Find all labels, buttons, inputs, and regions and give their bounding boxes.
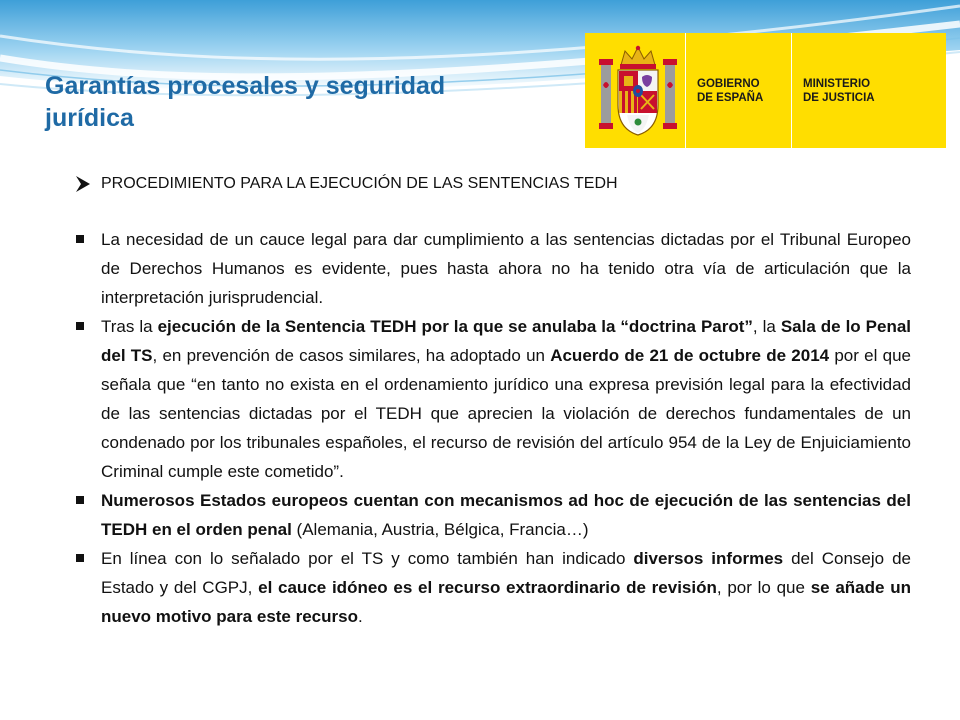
bold-text-run: Sala de lo Penal del TS [101, 317, 912, 365]
text-run: (Alemania, Austria, Bélgica, Francia…) [291, 520, 589, 539]
ministerio-line-2: DE JUSTICIA [803, 92, 875, 104]
text-run: , la [752, 317, 781, 336]
bold-text-run: el cauce idóneo es el recurso extraordinario de revisión [258, 578, 717, 597]
list-item [75, 225, 911, 312]
logo-divider [685, 33, 686, 148]
list-item [75, 486, 911, 544]
government-logo [585, 33, 946, 148]
page-title: Garantías procesales y seguridad jurídica [45, 72, 446, 132]
text-run: Tras la [101, 317, 158, 336]
coat-of-arms-spain-icon [599, 45, 677, 137]
ministerio-line-1: MINISTERIO [803, 78, 871, 90]
section-heading-text: PROCEDIMIENTO PARA LA EJECUCIÓN DE LAS SENTENCIAS TEDH [101, 175, 618, 192]
text-run: . [357, 607, 363, 626]
ministerio-de-justicia-label [803, 77, 875, 105]
bold-text-run: se añade un nuevo motivo para este recurso [101, 578, 911, 626]
text-run: , en prevención de casos similares, ha adoptado un [152, 346, 551, 365]
text-run: En línea con lo señalado por el TS y como también han indicado [101, 549, 634, 568]
gobierno-line-1: GOBIERNO [697, 78, 760, 90]
text-run: La necesidad de un cauce legal para dar cumplimiento a las sentencias dictadas por el Tribunal Europeo de Derechos Humanos es evidente, pues hasta ahora no ha tenido otra vía de articulación que la interpretación jurisprudencial. [101, 230, 911, 307]
text-run: por el que señala que “en tanto no exista en el ordenamiento jurídico una expresa previsión legal para la efectividad de las sentencias dictadas por el TEDH que aprecien la violación de derechos fundamentales de un condenado por los tribunales españoles, el recurso de revisión del artículo 954 de la Ley de Enjuiciamiento Criminal cumple este cometido”. [101, 346, 911, 481]
logo-divider [791, 33, 792, 148]
gobierno-de-espana-label [697, 77, 763, 105]
list-item [75, 312, 911, 486]
arrow-bullet-icon [75, 175, 91, 193]
bold-text-run: Acuerdo de 21 de octubre de 2014 [550, 346, 830, 365]
text-run: , por lo que [716, 578, 811, 597]
bold-text-run: ejecución de la Sentencia TEDH por la que se anulaba la “doctrina Parot” [157, 317, 753, 336]
text-run: del Consejo de Estado y del CGPJ, [101, 549, 911, 597]
bold-text-run: Numerosos Estados europeos cuentan con mecanismos ad hoc de ejecución de las sentencias del TEDH en el orden penal [101, 491, 911, 539]
bold-text-run: diversos informes [633, 549, 784, 568]
gobierno-line-2: DE ESPAÑA [697, 92, 764, 104]
bullet-list [75, 225, 911, 631]
list-item [75, 544, 911, 631]
